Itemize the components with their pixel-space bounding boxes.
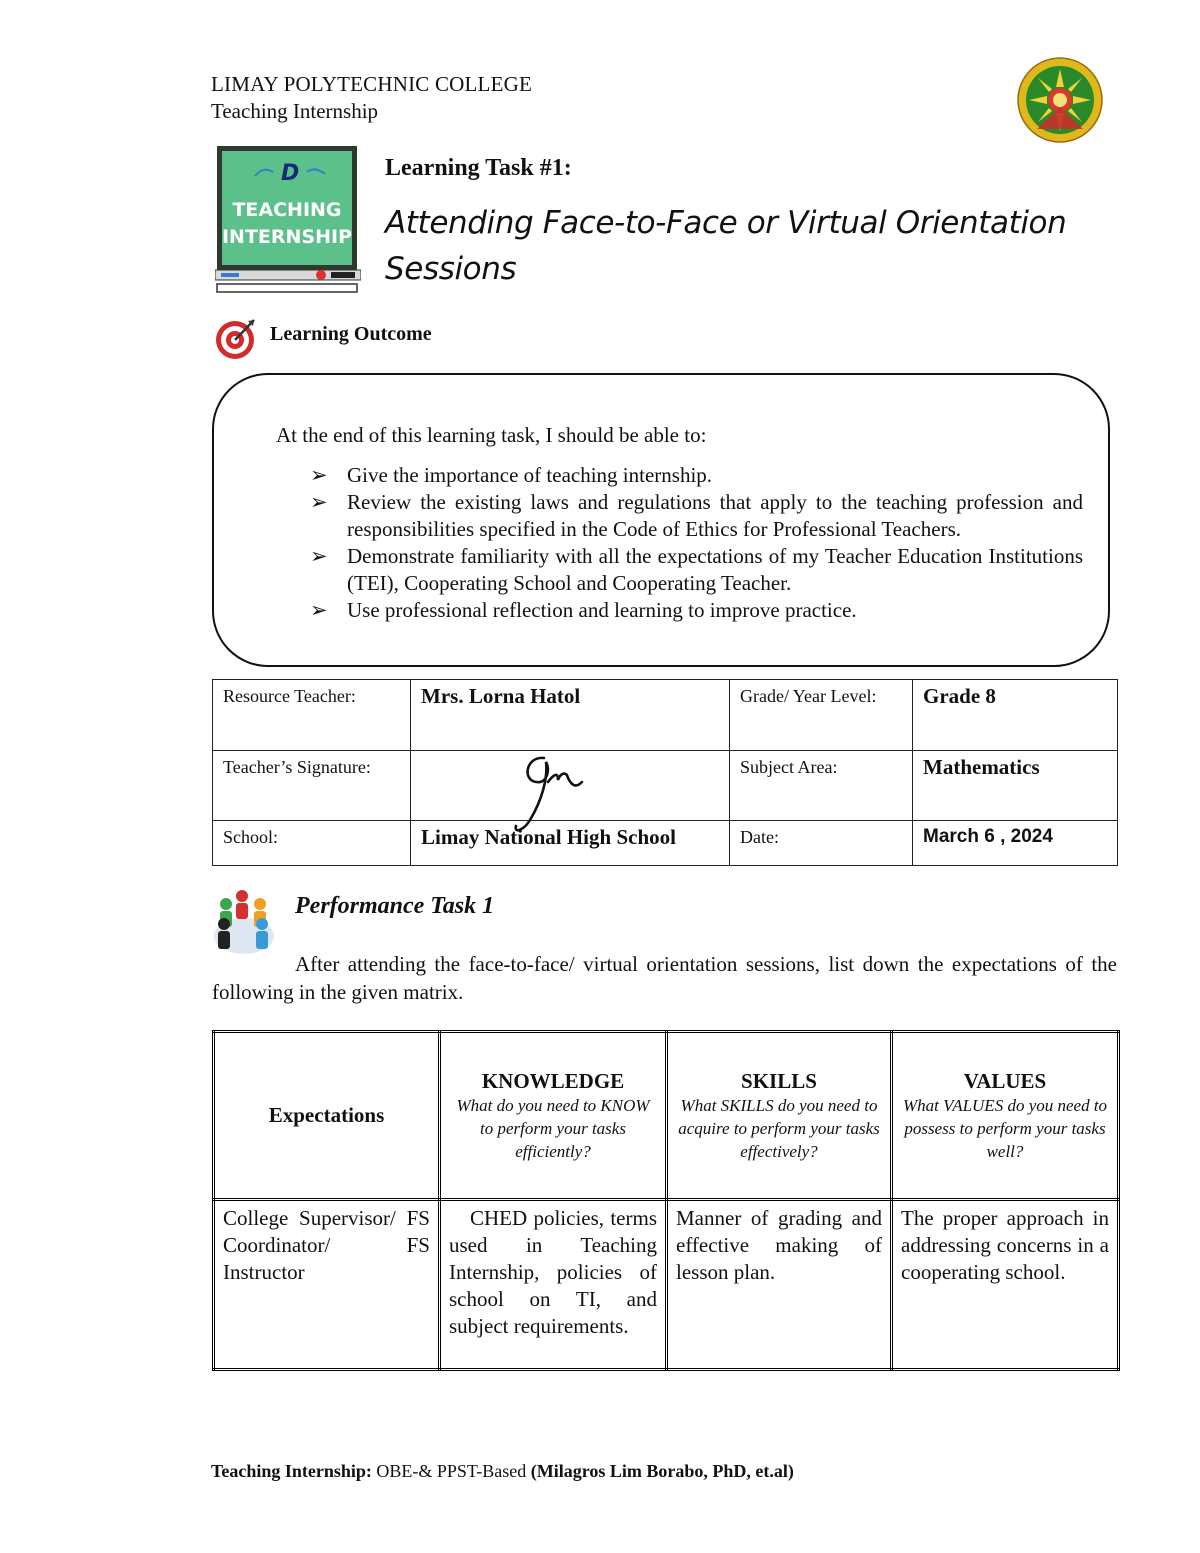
college-name: LIMAY POLYTECHNIC COLLEGE <box>211 72 532 96</box>
outcome-list <box>310 462 1083 624</box>
college-seal-logo <box>1017 57 1103 143</box>
matrix-cell-role: College Supervisor/ FS Coordinator/ FS Instructor <box>214 1200 440 1370</box>
performance-task-instruction: After attending the face-to-face/ virtual orientation sessions, list down the expectations of the following in the given matrix. <box>212 952 1117 1004</box>
matrix-cell-skills: Manner of grading and effective making of lesson plan. <box>667 1200 892 1370</box>
teaching-internship-board-logo <box>215 142 361 296</box>
performance-task-heading: Performance Task 1 <box>295 893 495 919</box>
list-item: ➢ Use professional reflection and learning to improve practice. <box>310 598 857 622</box>
matrix-header-expectations: Expectations <box>214 1032 440 1200</box>
info-table <box>212 679 1118 866</box>
matrix-header-skills: SKILLS What SKILLS do you need to acquire to perform your tasks effectively? <box>667 1032 892 1200</box>
matrix-cell-values: The proper approach in addressing concerns in a cooperating school. <box>892 1200 1119 1370</box>
matrix-cell-knowledge: CHED policies, terms used in Teaching Internship, policies of school on TI, and subject requirements. <box>440 1200 667 1370</box>
learning-task-label: Learning Task #1: <box>385 155 572 181</box>
school-value: Limay National High School <box>411 821 730 866</box>
arrow-bullet-icon: ➢ <box>310 463 328 487</box>
arrow-bullet-icon: ➢ <box>310 598 328 622</box>
handwritten-signature <box>496 748 596 838</box>
board-text-line1: TEACHING <box>232 199 342 221</box>
list-item: ➢ Demonstrate familiarity with all the expectations of my Teacher Education Institutions (TEI), Cooperating School and Cooperating Teacher. <box>310 544 1083 595</box>
board-text-line2: INTERNSHIP <box>221 226 353 248</box>
table-row <box>214 1200 1119 1370</box>
learning-outcome-heading: Learning Outcome <box>270 323 432 345</box>
subject-value: Mathematics <box>913 751 1118 821</box>
date-label: Date: <box>730 821 913 866</box>
matrix-header-values: VALUES What VALUES do you need to possess to perform your tasks well? <box>892 1032 1119 1200</box>
resource-teacher-value: Mrs. Lorna Hatol <box>411 680 730 751</box>
outcome-intro: At the end of this learning task, I should be able to: <box>276 423 707 447</box>
expectations-matrix <box>212 1030 1120 1371</box>
list-item: ➢ Review the existing laws and regulations that apply to the teaching profession and responsibilities specified in the Code of Ethics for Professional Teachers. <box>310 490 1083 541</box>
arrow-bullet-icon: ➢ <box>310 490 328 514</box>
target-icon <box>212 315 258 361</box>
svg-text:D: D <box>281 161 300 186</box>
page-footer: Teaching Internship: OBE-& PPST-Based (Milagros Lim Borabo, PhD, et.al) <box>211 1461 794 1481</box>
school-label: School: <box>213 821 411 866</box>
signature-label: Teacher’s Signature: <box>213 751 411 821</box>
arrow-bullet-icon: ➢ <box>310 544 328 568</box>
resource-teacher-label: Resource Teacher: <box>213 680 411 751</box>
grade-label: Grade/ Year Level: <box>730 680 913 751</box>
list-item: ➢ Give the importance of teaching internship. <box>310 463 713 487</box>
date-value: March 6 , 2024 <box>913 821 1118 866</box>
matrix-header-knowledge: KNOWLEDGE What do you need to KNOW to perform your tasks efficiently? <box>440 1032 667 1200</box>
program-name: Teaching Internship <box>211 99 379 123</box>
grade-value: Grade 8 <box>913 680 1118 751</box>
subject-label: Subject Area: <box>730 751 913 821</box>
learning-task-title: Attending Face-to-Face or Virtual Orientation Sessions <box>385 205 1067 287</box>
